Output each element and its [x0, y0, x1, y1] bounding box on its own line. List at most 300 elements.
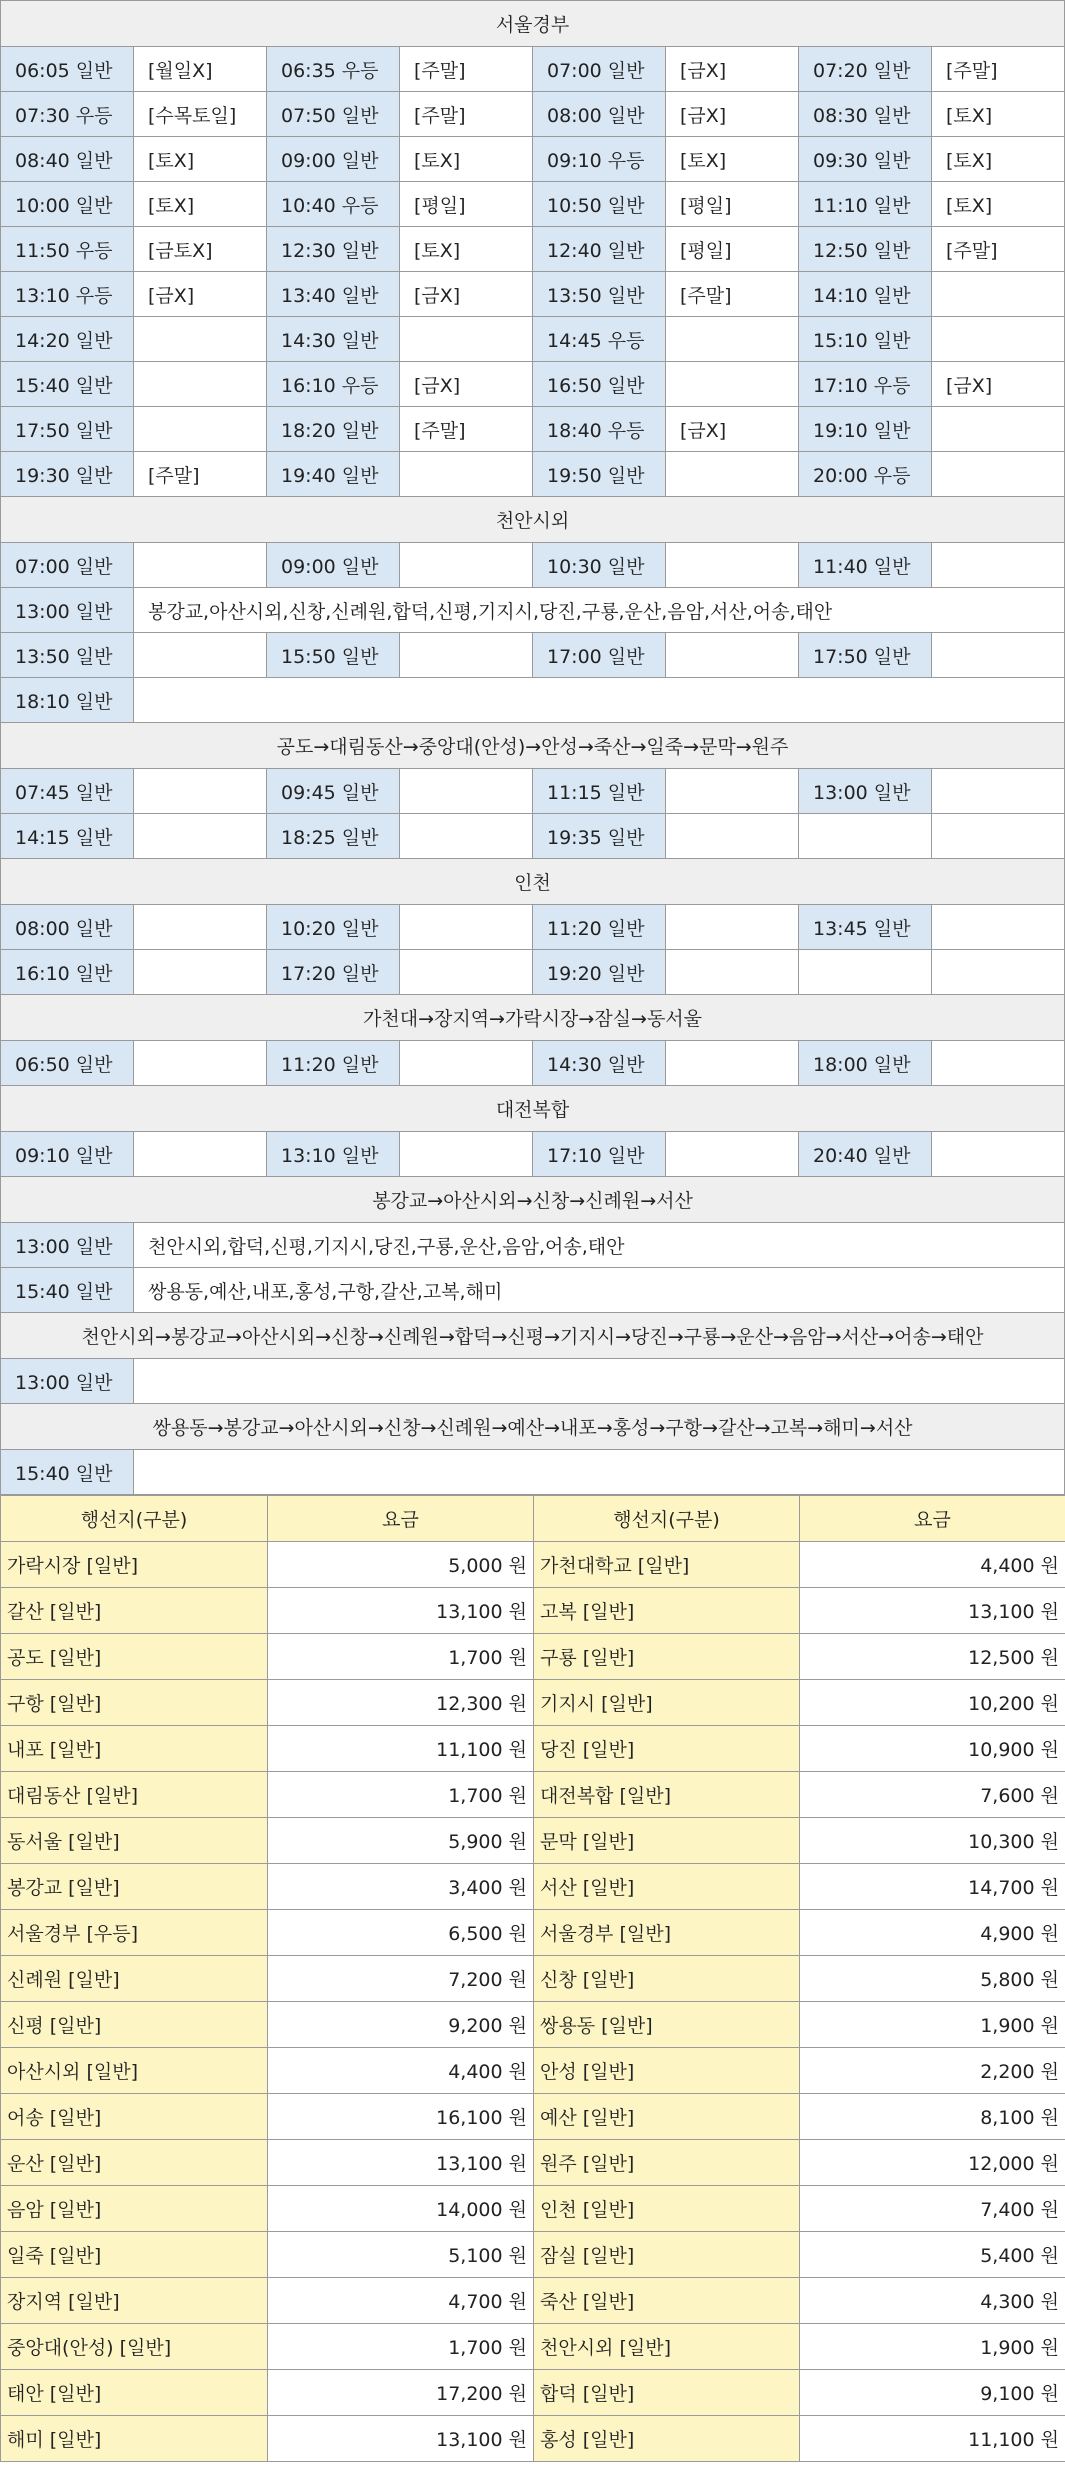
operating-days-note: [토X]	[400, 227, 533, 272]
departure-time: 15:10 일반	[799, 317, 932, 362]
fare-destination: 중앙대(안성) [일반]	[1, 2324, 268, 2370]
schedule-row	[1, 47, 1065, 92]
departure-time: 08:30 일반	[799, 92, 932, 137]
departure-time: 07:45 일반	[1, 769, 134, 814]
fare-destination: 합덕 [일반]	[534, 2370, 800, 2416]
fare-row	[1, 2048, 1065, 2094]
departure-time: 19:50 일반	[533, 452, 666, 497]
route-header-row	[1, 1, 1065, 47]
departure-time: 07:50 일반	[267, 92, 400, 137]
route-title: 대전복합	[1, 1086, 1065, 1132]
departure-time: 19:10 일반	[799, 407, 932, 452]
schedule-row	[1, 1223, 1065, 1268]
fare-row	[1, 1772, 1065, 1818]
operating-days-note	[134, 1041, 267, 1086]
departure-time: 14:20 일반	[1, 317, 134, 362]
departure-time: 09:10 일반	[1, 1132, 134, 1177]
fare-price: 16,100 원	[268, 2094, 534, 2140]
operating-days-note: [주말]	[932, 227, 1065, 272]
schedule-row	[1, 272, 1065, 317]
schedule-row	[1, 362, 1065, 407]
departure-time: 12:50 일반	[799, 227, 932, 272]
schedule-row	[1, 92, 1065, 137]
fare-row	[1, 2278, 1065, 2324]
fare-header-row	[1, 1496, 1065, 1542]
fare-destination: 해미 [일반]	[1, 2416, 268, 2462]
fare-price: 12,500 원	[800, 1634, 1065, 1680]
fare-destination: 대전복합 [일반]	[534, 1772, 800, 1818]
departure-time: 11:15 일반	[533, 769, 666, 814]
operating-days-note: [토X]	[932, 182, 1065, 227]
operating-days-note: [토X]	[932, 92, 1065, 137]
fare-price: 8,100 원	[800, 2094, 1065, 2140]
departure-time: 18:00 일반	[799, 1041, 932, 1086]
operating-days-note	[400, 769, 533, 814]
operating-days-note	[932, 317, 1065, 362]
operating-days-note: [주말]	[666, 272, 799, 317]
operating-days-note	[134, 317, 267, 362]
departure-time: 09:30 일반	[799, 137, 932, 182]
departure-time: 13:40 일반	[267, 272, 400, 317]
operating-days-note: [주말]	[400, 92, 533, 137]
fare-price: 4,300 원	[800, 2278, 1065, 2324]
fare-price: 7,400 원	[800, 2186, 1065, 2232]
operating-days-note: [평일]	[666, 182, 799, 227]
departure-time: 09:00 일반	[267, 137, 400, 182]
fare-destination: 구룡 [일반]	[534, 1634, 800, 1680]
fare-price: 13,100 원	[268, 1588, 534, 1634]
fare-destination: 어송 [일반]	[1, 2094, 268, 2140]
fare-price: 14,000 원	[268, 2186, 534, 2232]
fare-destination: 태안 [일반]	[1, 2370, 268, 2416]
route-title: 가천대→장지역→가락시장→잠실→동서울	[1, 995, 1065, 1041]
departure-time: 13:50 일반	[1, 633, 134, 678]
departure-time: 12:40 일반	[533, 227, 666, 272]
operating-days-note	[666, 317, 799, 362]
departure-time: 17:50 일반	[799, 633, 932, 678]
departure-time: 18:20 일반	[267, 407, 400, 452]
departure-time: 14:15 일반	[1, 814, 134, 859]
departure-time: 17:20 일반	[267, 950, 400, 995]
operating-days-note	[932, 769, 1065, 814]
departure-time: 16:50 일반	[533, 362, 666, 407]
schedule-row	[1, 905, 1065, 950]
departure-time: 13:00 일반	[1, 1223, 134, 1268]
departure-time: 08:00 일반	[1, 905, 134, 950]
departure-time: 13:00 일반	[1, 1359, 134, 1404]
fare-row	[1, 2186, 1065, 2232]
fare-price: 5,400 원	[800, 2232, 1065, 2278]
fare-destination: 신례원 [일반]	[1, 1956, 268, 2002]
operating-days-note	[400, 317, 533, 362]
route-header-row	[1, 723, 1065, 769]
operating-days-note: [금X]	[134, 272, 267, 317]
route-title: 서울경부	[1, 1, 1065, 47]
operating-days-note: [토X]	[666, 137, 799, 182]
operating-days-note	[666, 814, 799, 859]
fare-price: 10,300 원	[800, 1818, 1065, 1864]
fare-price: 11,100 원	[800, 2416, 1065, 2462]
departure-time: 07:00 일반	[533, 47, 666, 92]
fare-destination: 쌍용동 [일반]	[534, 2002, 800, 2048]
operating-days-note: [수목토일]	[134, 92, 267, 137]
operating-days-note	[666, 1041, 799, 1086]
departure-time: 08:00 일반	[533, 92, 666, 137]
fare-row	[1, 1680, 1065, 1726]
departure-time: 11:20 일반	[533, 905, 666, 950]
operating-days-note	[666, 633, 799, 678]
schedule-row	[1, 1450, 1065, 1495]
operating-days-note	[666, 543, 799, 588]
via-stops: 천안시외,합덕,신평,기지시,당진,구룡,운산,음암,어송,태안	[134, 1223, 1065, 1268]
fare-destination: 운산 [일반]	[1, 2140, 268, 2186]
route-header-row	[1, 859, 1065, 905]
fare-price: 7,600 원	[800, 1772, 1065, 1818]
departure-time: 17:10 우등	[799, 362, 932, 407]
fare-price: 13,100 원	[800, 1588, 1065, 1634]
departure-time: 13:00 일반	[1, 588, 134, 633]
departure-time: 14:30 일반	[267, 317, 400, 362]
departure-time: 10:20 일반	[267, 905, 400, 950]
departure-time: 06:05 일반	[1, 47, 134, 92]
fare-price: 4,400 원	[268, 2048, 534, 2094]
fare-price: 9,200 원	[268, 2002, 534, 2048]
schedule-row	[1, 769, 1065, 814]
departure-time: 13:10 우등	[1, 272, 134, 317]
fare-destination: 당진 [일반]	[534, 1726, 800, 1772]
operating-days-note: [평일]	[400, 182, 533, 227]
fare-row	[1, 2002, 1065, 2048]
fare-price: 5,900 원	[268, 1818, 534, 1864]
departure-time: 13:50 일반	[533, 272, 666, 317]
operating-days-note: [주말]	[932, 47, 1065, 92]
departure-time: 09:00 일반	[267, 543, 400, 588]
via-stops: 봉강교,아산시외,신창,신례원,합덕,신평,기지시,당진,구룡,운산,음암,서산,어송,태안	[134, 588, 1065, 633]
fare-price: 7,200 원	[268, 1956, 534, 2002]
fare-price: 4,900 원	[800, 1910, 1065, 1956]
route-header-row	[1, 995, 1065, 1041]
fare-price: 1,700 원	[268, 1634, 534, 1680]
fare-destination: 원주 [일반]	[534, 2140, 800, 2186]
operating-days-note	[400, 543, 533, 588]
operating-days-note	[400, 950, 533, 995]
schedule-row	[1, 1359, 1065, 1404]
fare-row	[1, 1588, 1065, 1634]
operating-days-note: [주말]	[400, 47, 533, 92]
fare-destination: 음암 [일반]	[1, 2186, 268, 2232]
departure-time: 15:50 일반	[267, 633, 400, 678]
fare-row	[1, 1864, 1065, 1910]
schedule-row	[1, 1041, 1065, 1086]
fare-destination: 신창 [일반]	[534, 1956, 800, 2002]
fare-row	[1, 1910, 1065, 1956]
schedule-row	[1, 137, 1065, 182]
departure-time: 14:45 우등	[533, 317, 666, 362]
departure-time: 20:00 우등	[799, 452, 932, 497]
fare-price: 10,200 원	[800, 1680, 1065, 1726]
fare-destination: 대림동산 [일반]	[1, 1772, 268, 1818]
fare-price: 12,000 원	[800, 2140, 1065, 2186]
operating-days-note	[666, 950, 799, 995]
departure-time: 17:50 일반	[1, 407, 134, 452]
fare-destination: 서산 [일반]	[534, 1864, 800, 1910]
fare-col-price: 요금	[268, 1496, 534, 1542]
fare-col-price: 요금	[800, 1496, 1065, 1542]
departure-time: 17:00 일반	[533, 633, 666, 678]
fare-price: 10,900 원	[800, 1726, 1065, 1772]
operating-days-note	[134, 1132, 267, 1177]
departure-time: 15:40 일반	[1, 362, 134, 407]
departure-time: 14:10 일반	[799, 272, 932, 317]
departure-time: 17:10 일반	[533, 1132, 666, 1177]
departure-time: 11:40 일반	[799, 543, 932, 588]
operating-days-note	[400, 905, 533, 950]
operating-days-note: [평일]	[666, 227, 799, 272]
fare-destination: 가락시장 [일반]	[1, 1542, 268, 1588]
departure-time: 06:35 우등	[267, 47, 400, 92]
fare-row	[1, 2232, 1065, 2278]
fare-price: 17,200 원	[268, 2370, 534, 2416]
departure-time: 08:40 일반	[1, 137, 134, 182]
operating-days-note	[932, 950, 1065, 995]
schedule-row	[1, 452, 1065, 497]
schedule-row	[1, 407, 1065, 452]
departure-time	[799, 950, 932, 995]
fare-price: 11,100 원	[268, 1726, 534, 1772]
fare-destination: 죽산 [일반]	[534, 2278, 800, 2324]
operating-days-note: [토X]	[932, 137, 1065, 182]
route-header-row	[1, 497, 1065, 543]
fare-destination: 동서울 [일반]	[1, 1818, 268, 1864]
departure-time: 13:00 일반	[799, 769, 932, 814]
departure-time: 19:40 일반	[267, 452, 400, 497]
fare-price: 5,100 원	[268, 2232, 534, 2278]
departure-time: 10:50 일반	[533, 182, 666, 227]
schedule-row	[1, 182, 1065, 227]
operating-days-note: [금X]	[666, 92, 799, 137]
departure-time: 11:50 우등	[1, 227, 134, 272]
fare-destination: 예산 [일반]	[534, 2094, 800, 2140]
operating-days-note	[932, 407, 1065, 452]
departure-time: 19:35 일반	[533, 814, 666, 859]
schedule-row	[1, 950, 1065, 995]
operating-days-note	[134, 543, 267, 588]
via-stops: 쌍용동,예산,내포,홍성,구항,갈산,고복,해미	[134, 1268, 1065, 1313]
fare-destination: 봉강교 [일반]	[1, 1864, 268, 1910]
departure-time: 10:40 우등	[267, 182, 400, 227]
departure-time: 15:40 일반	[1, 1450, 134, 1495]
fare-destination: 인천 [일반]	[534, 2186, 800, 2232]
departure-time	[799, 814, 932, 859]
fare-destination: 천안시외 [일반]	[534, 2324, 800, 2370]
departure-time: 10:00 일반	[1, 182, 134, 227]
operating-days-note	[666, 905, 799, 950]
departure-time: 16:10 일반	[1, 950, 134, 995]
departure-time: 07:20 일반	[799, 47, 932, 92]
operating-days-note	[932, 905, 1065, 950]
route-title: 쌍용동→봉강교→아산시외→신창→신례원→예산→내포→홍성→구항→갈산→고복→해미→서산	[1, 1404, 1065, 1450]
operating-days-note: [금X]	[666, 47, 799, 92]
route-title: 천안시외→봉강교→아산시외→신창→신례원→합덕→신평→기지시→당진→구룡→운산→음암→서산→어송→태안	[1, 1313, 1065, 1359]
operating-days-note	[932, 543, 1065, 588]
fare-row	[1, 1726, 1065, 1772]
fare-destination: 일죽 [일반]	[1, 2232, 268, 2278]
via-stops	[134, 1359, 1065, 1404]
fare-row	[1, 2370, 1065, 2416]
fare-price: 13,100 원	[268, 2140, 534, 2186]
fare-price: 1,700 원	[268, 2324, 534, 2370]
operating-days-note: [토X]	[134, 137, 267, 182]
operating-days-note	[134, 814, 267, 859]
operating-days-note	[400, 814, 533, 859]
fare-price: 1,700 원	[268, 1772, 534, 1818]
operating-days-note: [금토X]	[134, 227, 267, 272]
route-title: 천안시외	[1, 497, 1065, 543]
departure-time: 09:10 우등	[533, 137, 666, 182]
fare-col-destination: 행선지(구분)	[534, 1496, 800, 1542]
operating-days-note	[400, 452, 533, 497]
operating-days-note: [주말]	[134, 452, 267, 497]
fare-row	[1, 1956, 1065, 2002]
route-title: 봉강교→아산시외→신창→신례원→서산	[1, 1177, 1065, 1223]
operating-days-note: [금X]	[666, 407, 799, 452]
operating-days-note: [주말]	[400, 407, 533, 452]
fare-table	[0, 1495, 1065, 2462]
operating-days-note: [월일X]	[134, 47, 267, 92]
departure-time: 10:30 일반	[533, 543, 666, 588]
departure-time: 09:45 일반	[267, 769, 400, 814]
route-title: 인천	[1, 859, 1065, 905]
operating-days-note	[134, 407, 267, 452]
fare-row	[1, 2324, 1065, 2370]
departure-time: 18:10 일반	[1, 678, 134, 723]
operating-days-note	[666, 452, 799, 497]
operating-days-note	[932, 1041, 1065, 1086]
operating-days-note	[932, 814, 1065, 859]
fare-row	[1, 1818, 1065, 1864]
bus-schedule-body	[1, 1, 1065, 1495]
departure-time: 15:40 일반	[1, 1268, 134, 1313]
operating-days-note: [금X]	[400, 272, 533, 317]
operating-days-note: [금X]	[400, 362, 533, 407]
departure-time: 20:40 일반	[799, 1132, 932, 1177]
departure-time: 19:30 일반	[1, 452, 134, 497]
fare-row	[1, 1634, 1065, 1680]
operating-days-note	[400, 1041, 533, 1086]
fare-destination: 서울경부 [우등]	[1, 1910, 268, 1956]
schedule-row	[1, 678, 1065, 723]
fare-price: 14,700 원	[800, 1864, 1065, 1910]
fare-destination: 갈산 [일반]	[1, 1588, 268, 1634]
fare-destination: 장지역 [일반]	[1, 2278, 268, 2324]
fare-body	[1, 1496, 1065, 2462]
departure-time: 13:45 일반	[799, 905, 932, 950]
route-header-row	[1, 1313, 1065, 1359]
operating-days-note	[134, 362, 267, 407]
operating-days-note	[400, 633, 533, 678]
departure-time: 11:20 일반	[267, 1041, 400, 1086]
operating-days-note	[932, 1132, 1065, 1177]
fare-price: 3,400 원	[268, 1864, 534, 1910]
fare-destination: 신평 [일반]	[1, 2002, 268, 2048]
fare-destination: 고복 [일반]	[534, 1588, 800, 1634]
fare-destination: 잠실 [일반]	[534, 2232, 800, 2278]
fare-row	[1, 2094, 1065, 2140]
departure-time: 14:30 일반	[533, 1041, 666, 1086]
departure-time: 07:30 우등	[1, 92, 134, 137]
schedule-row	[1, 317, 1065, 362]
operating-days-note	[134, 633, 267, 678]
operating-days-note	[932, 272, 1065, 317]
fare-price: 13,100 원	[268, 2416, 534, 2462]
departure-time: 16:10 우등	[267, 362, 400, 407]
fare-price: 1,900 원	[800, 2324, 1065, 2370]
schedule-row	[1, 1268, 1065, 1313]
operating-days-note: [토X]	[400, 137, 533, 182]
operating-days-note	[134, 950, 267, 995]
fare-destination: 안성 [일반]	[534, 2048, 800, 2094]
departure-time: 13:10 일반	[267, 1132, 400, 1177]
fare-row	[1, 2416, 1065, 2462]
departure-time: 12:30 일반	[267, 227, 400, 272]
departure-time: 06:50 일반	[1, 1041, 134, 1086]
fare-col-destination: 행선지(구분)	[1, 1496, 268, 1542]
fare-price: 6,500 원	[268, 1910, 534, 1956]
schedule-row	[1, 227, 1065, 272]
fare-price: 5,800 원	[800, 1956, 1065, 2002]
fare-price: 4,400 원	[800, 1542, 1065, 1588]
departure-time: 18:25 일반	[267, 814, 400, 859]
fare-price: 4,700 원	[268, 2278, 534, 2324]
route-header-row	[1, 1177, 1065, 1223]
operating-days-note	[400, 1132, 533, 1177]
schedule-row	[1, 633, 1065, 678]
fare-price: 12,300 원	[268, 1680, 534, 1726]
fare-destination: 공도 [일반]	[1, 1634, 268, 1680]
via-stops	[134, 678, 1065, 723]
operating-days-note	[666, 362, 799, 407]
fare-destination: 홍성 [일반]	[534, 2416, 800, 2462]
route-header-row	[1, 1086, 1065, 1132]
fare-destination: 가천대학교 [일반]	[534, 1542, 800, 1588]
route-title: 공도→대림동산→중앙대(안성)→안성→죽산→일죽→문막→원주	[1, 723, 1065, 769]
fare-row	[1, 2140, 1065, 2186]
fare-destination: 내포 [일반]	[1, 1726, 268, 1772]
operating-days-note	[666, 769, 799, 814]
fare-price: 9,100 원	[800, 2370, 1065, 2416]
fare-destination: 문막 [일반]	[534, 1818, 800, 1864]
fare-destination: 아산시외 [일반]	[1, 2048, 268, 2094]
route-header-row	[1, 1404, 1065, 1450]
fare-destination: 구항 [일반]	[1, 1680, 268, 1726]
fare-destination: 기지시 [일반]	[534, 1680, 800, 1726]
departure-time: 11:10 일반	[799, 182, 932, 227]
fare-price: 1,900 원	[800, 2002, 1065, 2048]
fare-price: 2,200 원	[800, 2048, 1065, 2094]
fare-price: 5,000 원	[268, 1542, 534, 1588]
schedule-row	[1, 1132, 1065, 1177]
fare-row	[1, 1542, 1065, 1588]
departure-time: 19:20 일반	[533, 950, 666, 995]
operating-days-note	[134, 905, 267, 950]
operating-days-note	[932, 633, 1065, 678]
operating-days-note	[134, 769, 267, 814]
operating-days-note: [금X]	[932, 362, 1065, 407]
schedule-row	[1, 588, 1065, 633]
departure-time: 18:40 우등	[533, 407, 666, 452]
via-stops	[134, 1450, 1065, 1495]
schedule-row	[1, 814, 1065, 859]
